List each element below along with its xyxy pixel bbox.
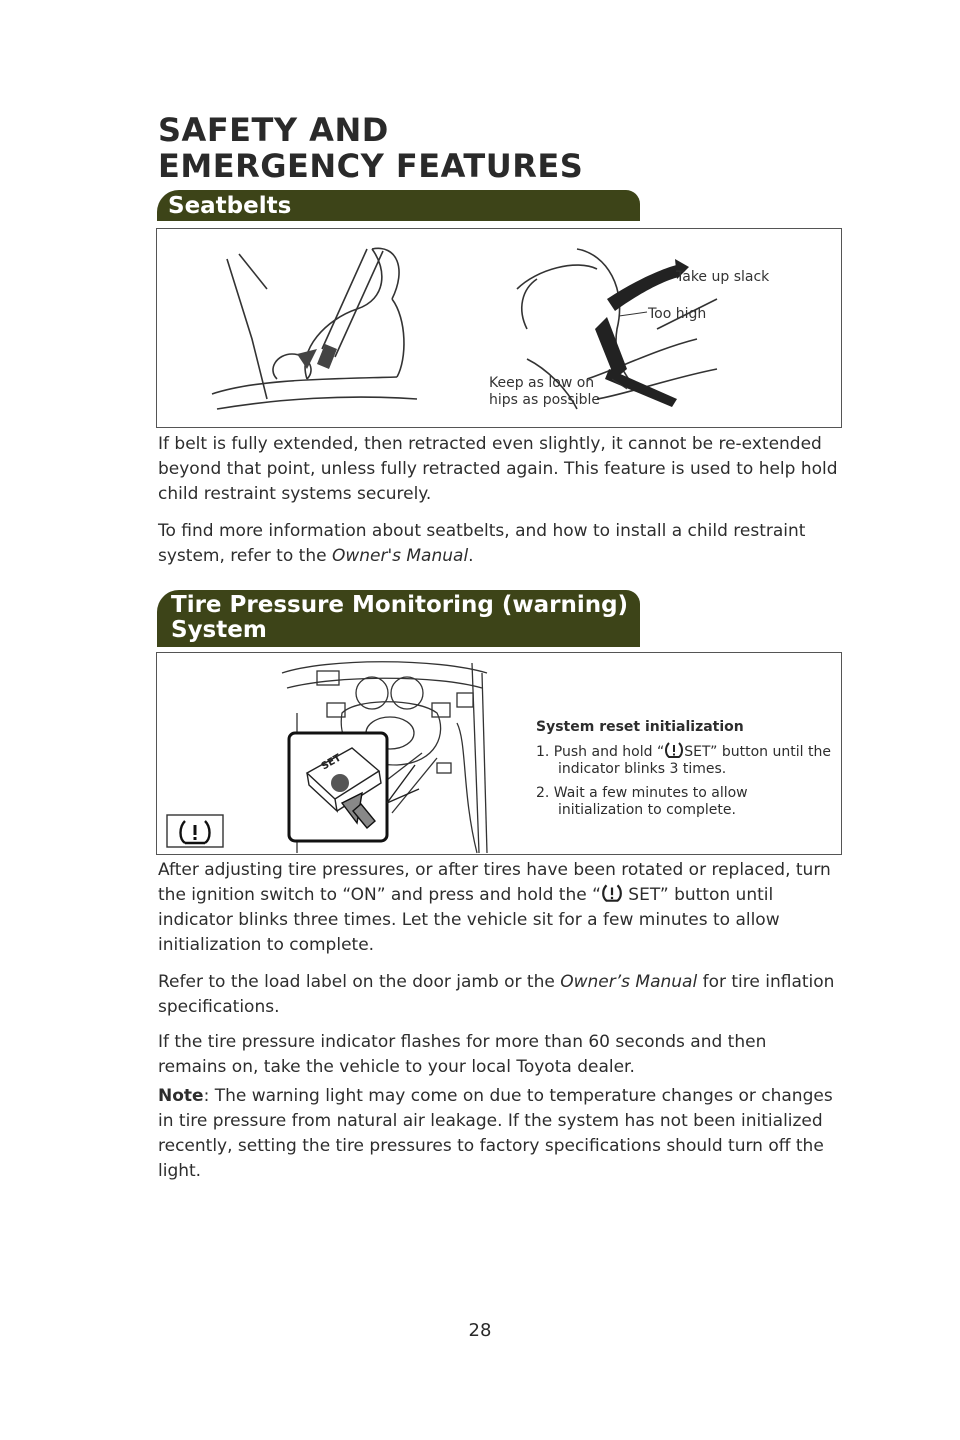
indicator-flash-paragraph: If the tire pressure indicator flashes for more than 60 seconds and then remains on, take the vehicle to your local Toyota dealer. (158, 1032, 767, 1077)
set-button-label: SET (319, 752, 344, 773)
reset-instructions (536, 719, 836, 826)
reset-step-1-suffix: SET” button until the indicator blinks 3 times. (558, 744, 831, 777)
tpms-banner-line2: System (171, 617, 267, 643)
owners-manual-reference-2: Owner’s Manual (560, 972, 698, 992)
tpms-illustration (156, 652, 842, 855)
reset-heading: System reset initialization (536, 719, 744, 735)
page-title (158, 112, 583, 184)
seatbelt-info-suffix: . (468, 546, 474, 566)
too-high-label: Too high (648, 306, 707, 322)
seatbelt-illustration (156, 228, 842, 428)
tpms-banner-line1: Tire Pressure Monitoring (warning) (171, 592, 629, 618)
seatbelts-section-banner (157, 190, 640, 221)
keep-low-label-line1: Keep as low on (489, 375, 595, 391)
tpms-adjust-text: After adjusting tire pressures, or after tires have been rotated or replaced, turn the ignition switch to “ON” and press and hold the “ (158, 860, 831, 905)
page-title-line2: EMERGENCY FEATURES (158, 147, 584, 185)
seatbelts-banner-label: Seatbelts (168, 193, 292, 219)
page-number: 28 (468, 1320, 492, 1341)
take-up-slack-label: Take up slack (676, 269, 770, 285)
seatbelt-info-paragraph (158, 519, 838, 569)
seatbelt-info-text: To find more information about seatbelts, and how to install a child restraint system, refer to the (158, 521, 806, 566)
owners-manual-reference: Owner's Manual (331, 546, 469, 566)
note-text: : The warning light may come on due to temperature changes or changes in tire pressure from natural air leakage. If the system has not been initialized recently, setting the tire pressures to factory specifications should turn off the light. (158, 1086, 833, 1181)
keep-low-label-line2: hips as possible (489, 392, 601, 408)
page-title-line1: SAFETY AND (158, 111, 389, 149)
load-label-paragraph (158, 970, 838, 1020)
load-label-suffix: for tire inflation specifications. (158, 972, 835, 1017)
tire-pressure-icon (664, 742, 684, 758)
note-paragraph (158, 1084, 838, 1184)
tpms-section-banner (157, 590, 640, 647)
note-label: Note (158, 1086, 204, 1106)
reset-step-2: 2. Wait a few minutes to allow initialization to complete. (536, 785, 748, 818)
tpms-adjust-suffix: SET” button until indicator blinks three times. Let the vehicle sit for a few minutes to allow initialization to complete. (158, 885, 780, 955)
reset-step-1 (536, 742, 836, 778)
load-label-text: Refer to the load label on the door jamb or the (158, 972, 561, 992)
seatbelt-retract-paragraph: If belt is fully extended, then retracted even slightly, it cannot be re-extended beyond that point, unless fully retracted again. This feature is used to help hold child restraint systems securely. (158, 434, 838, 504)
keep-low-label (489, 375, 600, 409)
tire-pressure-inline-icon (601, 884, 623, 902)
reset-step-1-prefix: 1. Push and hold “ (536, 744, 665, 760)
tpms-adjust-paragraph (158, 858, 838, 958)
